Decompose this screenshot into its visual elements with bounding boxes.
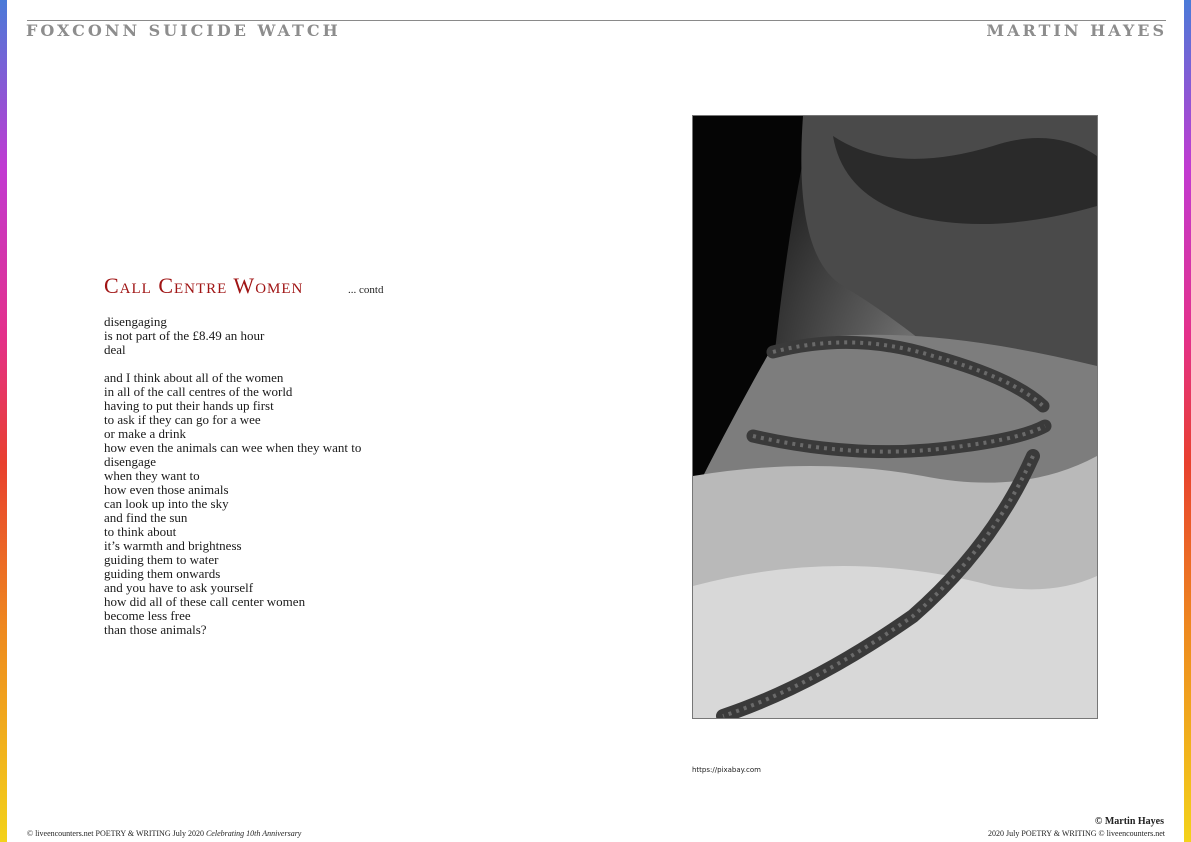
footer-left bbox=[27, 829, 301, 838]
poem-line: having to put their hands up first bbox=[104, 398, 274, 413]
poem-line: to think about bbox=[104, 524, 177, 539]
poem-line: can look up into the sky bbox=[104, 496, 229, 511]
poem-line: guiding them onwards bbox=[104, 566, 221, 581]
left-decorative-edge bbox=[0, 0, 7, 842]
poem-line: in all of the call centres of the world bbox=[104, 384, 293, 399]
poem-line: or make a drink bbox=[104, 426, 186, 441]
poem-line: guiding them to water bbox=[104, 552, 219, 567]
image-credit: https://pixabay.com bbox=[692, 766, 761, 774]
poem-line: deal bbox=[104, 342, 126, 357]
poem-line: disengage bbox=[104, 454, 156, 469]
poem-line: than those animals? bbox=[104, 622, 207, 637]
poem-line: is not part of the £8.49 an hour bbox=[104, 328, 265, 343]
poem-line: when they want to bbox=[104, 468, 200, 483]
footer-right: 2020 July POETRY & WRITING © liveencounters.net bbox=[988, 829, 1165, 838]
poem-line: and you have to ask yourself bbox=[104, 580, 254, 595]
photo-neck-rope bbox=[692, 115, 1098, 719]
poem-line: how did all of these call center women bbox=[104, 594, 306, 609]
poem-line: it’s warmth and brightness bbox=[104, 538, 242, 553]
footer-copyright-author: © Martin Hayes bbox=[1094, 816, 1164, 827]
poem-line: become less free bbox=[104, 608, 191, 623]
poem-line: and I think about all of the women bbox=[104, 370, 284, 385]
poem-body bbox=[104, 315, 361, 637]
poem-line: how even the animals can wee when they want to bbox=[104, 440, 362, 455]
footer-left-italic: Celebrating 10th Anniversary bbox=[205, 829, 302, 838]
author-name-header: MARTIN HAYES bbox=[986, 21, 1167, 40]
poem-line bbox=[104, 357, 361, 371]
continued-label: ... contd bbox=[348, 284, 384, 296]
poem-line: and find the sun bbox=[104, 510, 188, 525]
right-decorative-edge bbox=[1184, 0, 1191, 842]
poem-line: to ask if they can go for a wee bbox=[104, 412, 261, 427]
poem-line: disengaging bbox=[104, 314, 167, 329]
footer-left-text: © liveencounters.net POETRY & WRITING July 2020 bbox=[27, 829, 204, 838]
section-title: FOXCONN SUICIDE WATCH bbox=[26, 21, 341, 40]
poem-line: how even those animals bbox=[104, 482, 229, 497]
poem-title: Call Centre Women bbox=[104, 273, 304, 298]
